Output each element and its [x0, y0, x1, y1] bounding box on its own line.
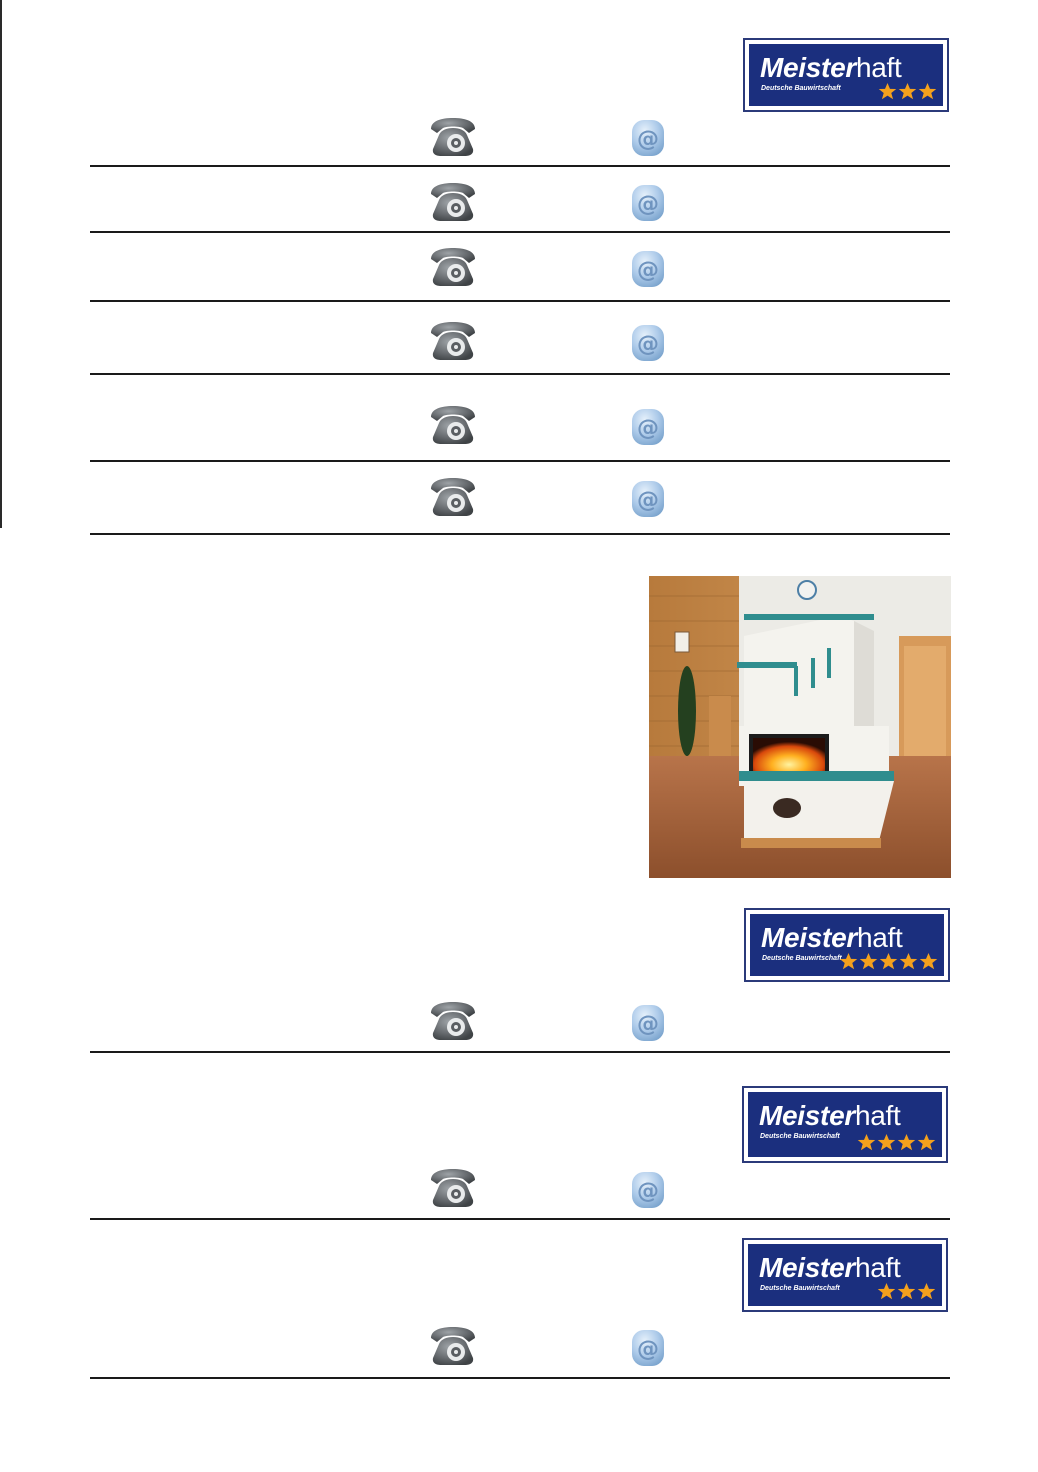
star-icon	[917, 1133, 936, 1152]
badge-stars	[857, 1133, 936, 1152]
divider	[90, 300, 950, 302]
meisterhaft-badge-4-stars	[742, 1086, 948, 1163]
telephone-icon[interactable]	[425, 115, 481, 159]
telephone-icon[interactable]	[425, 180, 481, 224]
badge-subtitle: Deutsche Bauwirtschaft	[760, 1133, 840, 1140]
badge-brand: Meisterhaft	[759, 1252, 901, 1283]
meisterhaft-badge-5-stars	[744, 908, 950, 982]
divider	[90, 373, 950, 375]
star-icon	[878, 82, 897, 101]
star-icon	[917, 1282, 936, 1301]
telephone-icon[interactable]	[425, 475, 481, 519]
badge-stars	[839, 952, 938, 971]
telephone-icon[interactable]	[425, 1324, 481, 1368]
star-icon	[859, 952, 878, 971]
left-margin-rule	[0, 0, 2, 528]
badge-stars	[877, 1282, 936, 1301]
star-icon	[879, 952, 898, 971]
telephone-icon[interactable]	[425, 319, 481, 363]
divider	[90, 165, 950, 167]
badge-subtitle: Deutsche Bauwirtschaft	[760, 1285, 840, 1292]
at-sign-icon[interactable]	[630, 323, 666, 363]
at-sign-icon[interactable]	[630, 1328, 666, 1368]
badge-brand: Meisterhaft	[759, 1100, 901, 1131]
star-icon	[898, 82, 917, 101]
at-sign-icon[interactable]	[630, 479, 666, 519]
divider	[90, 1051, 950, 1053]
badge-brand: Meisterhaft	[761, 922, 903, 953]
at-sign-icon[interactable]	[630, 1003, 666, 1043]
telephone-icon[interactable]	[425, 999, 481, 1043]
at-sign-icon[interactable]	[630, 249, 666, 289]
telephone-icon[interactable]	[425, 403, 481, 447]
divider	[90, 231, 950, 233]
star-icon	[919, 952, 938, 971]
at-sign-icon[interactable]	[630, 183, 666, 223]
at-sign-icon[interactable]	[630, 407, 666, 447]
telephone-icon[interactable]	[425, 245, 481, 289]
star-icon	[897, 1133, 916, 1152]
badge-subtitle: Deutsche Bauwirtschaft	[761, 85, 841, 92]
star-icon	[877, 1282, 896, 1301]
star-icon	[857, 1133, 876, 1152]
at-sign-icon[interactable]	[630, 1170, 666, 1210]
star-icon	[897, 1282, 916, 1301]
telephone-icon[interactable]	[425, 1166, 481, 1210]
divider	[90, 533, 950, 535]
meisterhaft-badge-3-stars	[743, 38, 949, 112]
badge-brand: Meisterhaft	[760, 52, 902, 83]
star-icon	[899, 952, 918, 971]
star-icon	[839, 952, 858, 971]
divider	[90, 1218, 950, 1220]
star-icon	[918, 82, 937, 101]
divider	[90, 460, 950, 462]
badge-subtitle: Deutsche Bauwirtschaft	[762, 955, 842, 962]
badge-stars	[878, 82, 937, 101]
at-sign-icon[interactable]	[630, 118, 666, 158]
star-icon	[877, 1133, 896, 1152]
divider	[90, 1377, 950, 1379]
tiled-stove-photo	[649, 576, 951, 878]
meisterhaft-badge-3-stars	[742, 1238, 948, 1312]
